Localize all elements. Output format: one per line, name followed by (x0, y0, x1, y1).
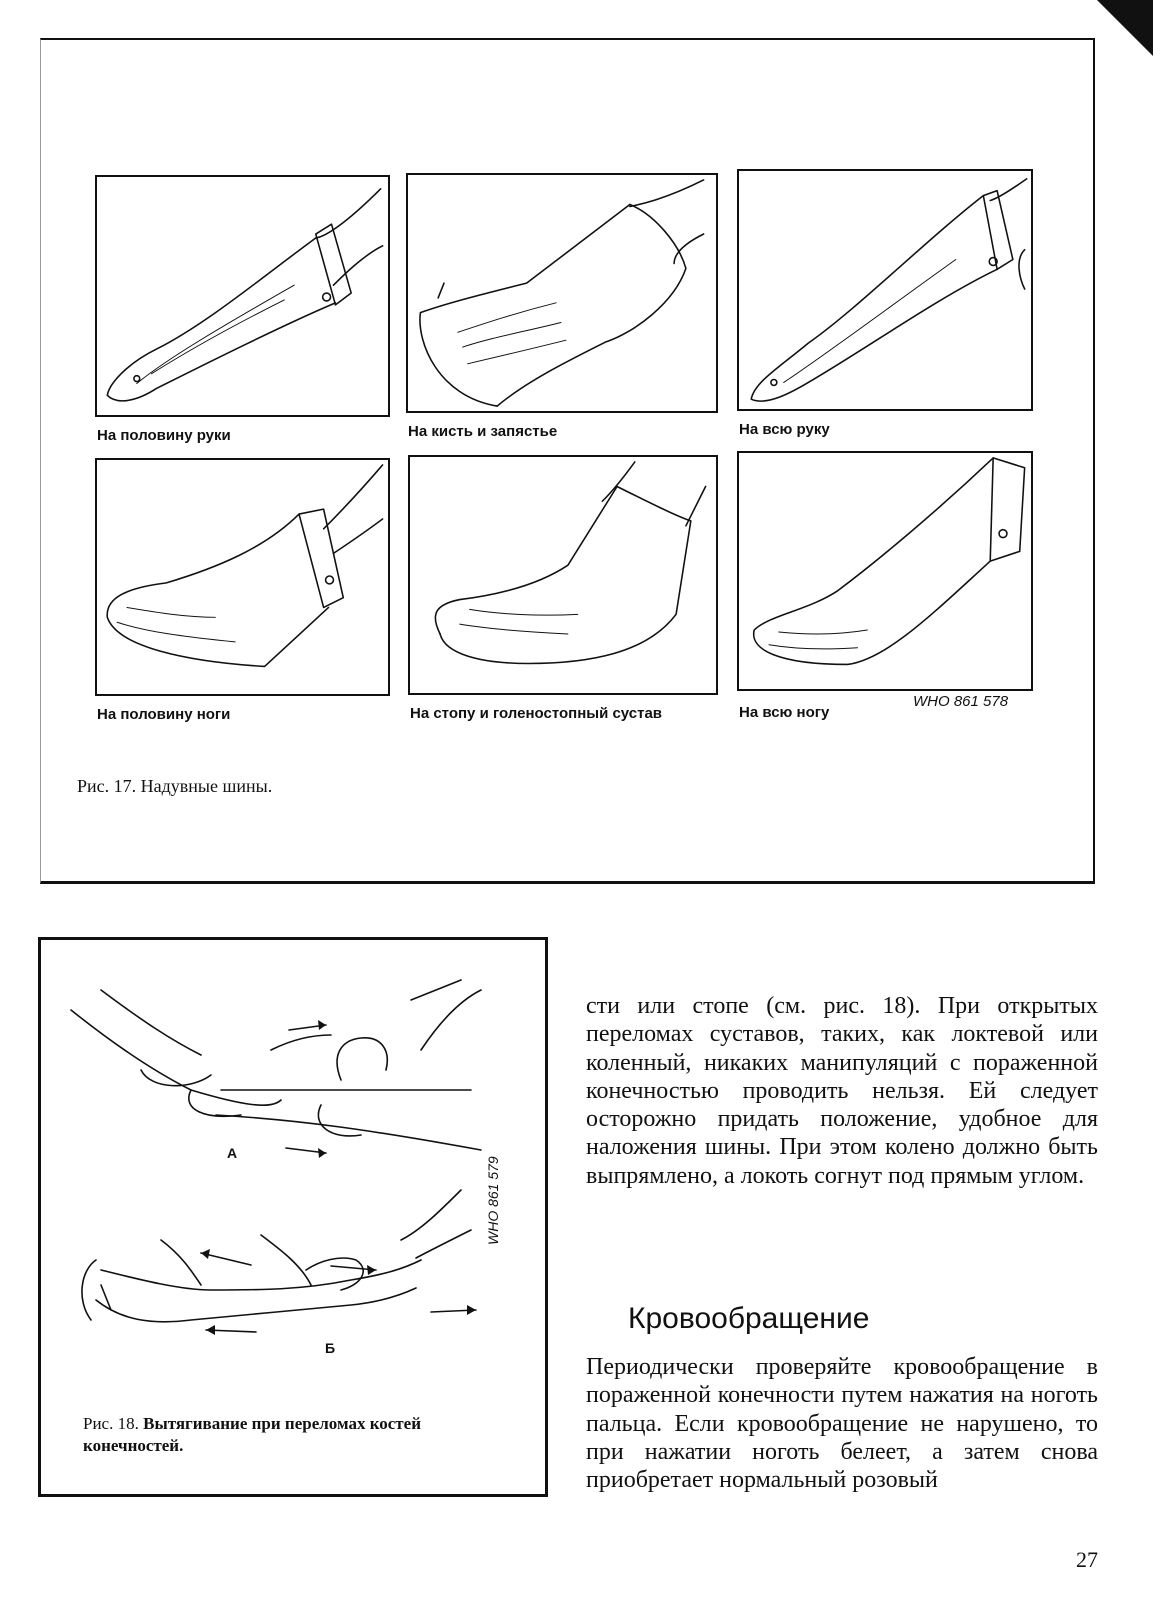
panel-label-full-leg: На всю ногу (739, 704, 830, 721)
figure-18-caption-prefix: Рис. 18. (83, 1414, 139, 1433)
body-paragraph-2: Периодически проверяйте кровообращение в пораженной конечности путем нажатия на ноготь пальца. Если кровообращение не нарушено, то при нажатии ноготь белеет, а затем снова приобретает нормальный розовый (586, 1354, 1098, 1494)
panel-label-full-arm: На всю руку (739, 421, 830, 438)
splint-half-leg-illustration (95, 458, 390, 696)
label-a: А (227, 1145, 238, 1161)
splint-half-arm-illustration (95, 175, 390, 417)
label-b: Б (325, 1340, 336, 1356)
figure-17-caption: Рис. 17. Надувные шины. (77, 776, 273, 796)
page-number: 27 (1076, 1547, 1098, 1572)
splint-foot-ankle-illustration (408, 455, 718, 695)
who-code-figure-18: WHO 861 579 (485, 1156, 501, 1245)
section-heading: Кровообращение (628, 1302, 870, 1335)
figure-18-caption (83, 1413, 523, 1457)
panel-label-hand-wrist: На кисть и запястье (408, 423, 558, 440)
splint-full-arm-illustration (737, 169, 1033, 411)
splint-full-leg-illustration (737, 451, 1033, 691)
who-code-figure-17: WHO 861 578 (913, 693, 1009, 710)
splint-hand-wrist-illustration (406, 173, 718, 413)
panel-label-half-arm: На половину руки (97, 427, 231, 444)
body-paragraph-1: сти или стопе (см. рис. 18). При открытых переломах суставов, таких, как локтевой или коленный, никаких манипуляций с пораженной конечностью проводить нельзя. Ей следует осторожно придать положение, удобное для наложения шины. При этом колено должно быть выпрямлено, а локоть согнут под прямым углом. (586, 993, 1098, 1189)
panel-label-foot-ankle: На стопу и голеностопный сустав (410, 705, 663, 722)
figure-18-caption-text: Вытягивание при переломах костей конечностей. (83, 1414, 421, 1455)
traction-illustration (41, 940, 545, 1494)
panel-label-half-leg: На половину ноги (97, 706, 231, 723)
page-corner-mark (1097, 0, 1153, 56)
